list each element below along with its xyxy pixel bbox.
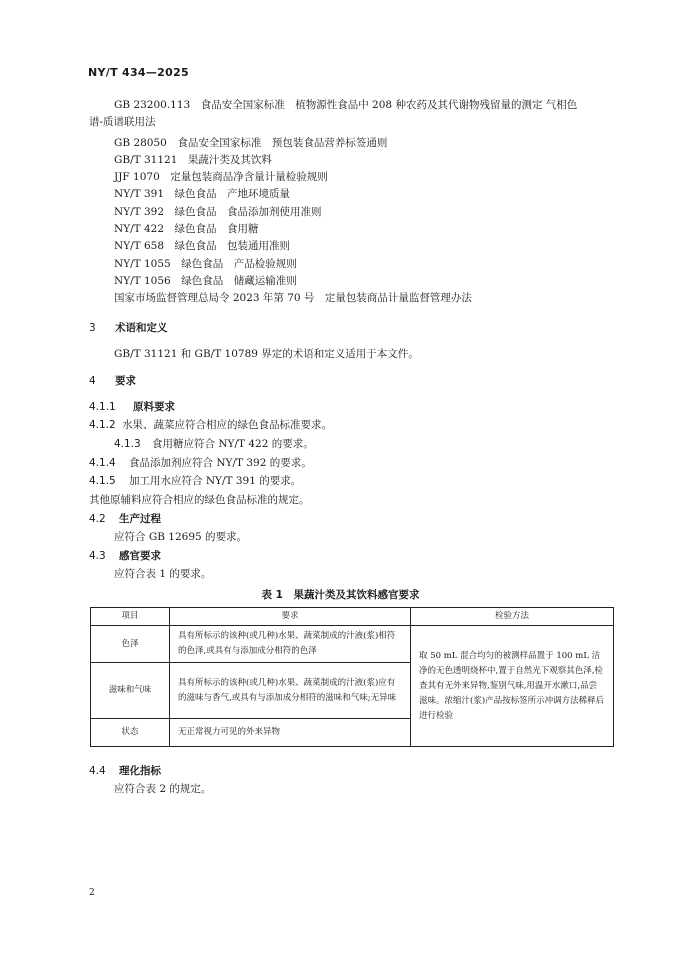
clause-number: 4.1.2: [89, 419, 116, 431]
reference-item: NY/T 391 绿色食品 产地环境质量: [114, 188, 291, 200]
clause-4-2-text: 应符合 GB 12695 的要求。: [114, 531, 248, 543]
requirement-cell: 具有所标示的该种(或几种)水果、蔬菜制成的汁液(浆)应有的滋味与香气,或具有与添加成分相符的滋味和气味;无异味: [170, 663, 411, 719]
column-header-requirement: 要求: [170, 608, 411, 626]
page-number: 2: [89, 888, 95, 898]
reference-item: NY/T 392 绿色食品 食品添加剂使用准则: [114, 206, 322, 218]
clause-title: 生产过程: [119, 513, 161, 525]
item-cell: 色泽: [91, 626, 170, 663]
clause-title: 感官要求: [119, 550, 161, 562]
clause-number: 4.1.5: [89, 475, 116, 487]
reference-item: GB/T 31121 果蔬汁类及其饮料: [114, 154, 272, 166]
clause-4-2-heading: [89, 511, 161, 526]
reference-item: NY/T 1055 绿色食品 产品检验规则: [114, 258, 297, 270]
clause-number: 4.1.4: [89, 457, 116, 469]
section-number: 3: [89, 322, 96, 334]
clause-number: 4.1.3: [114, 438, 141, 450]
table-row: [91, 626, 614, 663]
clause-title: 原料要求: [133, 401, 175, 413]
clause-4-3-text: 应符合表 1 的要求。: [114, 568, 212, 580]
clause-number: 4.4: [89, 765, 106, 777]
method-cell: 取 50 mL 混合均匀的被测样品置于 100 mL 洁净的无色透明烧杯中,置于自然光下观察其色泽,检查其有无外来异物,鉴别气味,用温开水漱口,品尝滋味。浓缩汁(浆)产品按标签所示冲调方法稀释后进行检验: [411, 626, 614, 747]
reference-item: NY/T 658 绿色食品 包装通用准则: [114, 240, 291, 252]
section-3-heading: [89, 320, 168, 335]
clause-4-1-4: [89, 455, 312, 470]
table-1: [90, 607, 614, 747]
clause-number: 4.3: [89, 550, 106, 562]
clause-4-1-2: [89, 417, 332, 432]
clause-4-1-3: [114, 436, 314, 451]
section-number: 4: [89, 375, 96, 387]
clause-number: 4.1.1: [89, 401, 116, 413]
clause-text: 食品添加剂应符合 NY/T 392 的要求。: [129, 457, 312, 469]
section-3-text: GB/T 31121 和 GB/T 10789 界定的术语和定义适用于本文件。: [114, 348, 419, 360]
reference-item: GB 28050 食品安全国家标准 预包装食品营养标签通则: [114, 137, 388, 149]
table-header-row: [91, 608, 614, 626]
item-cell: 状态: [91, 719, 170, 747]
reference-item: NY/T 422 绿色食品 食用糖: [114, 223, 259, 235]
clause-4-3-heading: [89, 548, 161, 563]
standard-number-header: NY/T 434—2025: [88, 66, 189, 79]
reference-item: 国家市场监督管理总局令 2023 年第 70 号 定量包装商品计量监督管理办法: [114, 292, 472, 304]
column-header-method: 检验方法: [411, 608, 614, 626]
clause-text: 水果、蔬菜应符合相应的绿色食品标准要求。: [122, 419, 332, 431]
table-1-caption: 表 1 果蔬汁类及其饮料感官要求: [261, 589, 420, 601]
clause-title: 理化指标: [119, 765, 161, 777]
clause-4-1-1: [89, 399, 175, 414]
clause-4-4-text: 应符合表 2 的规定。: [114, 783, 212, 795]
item-cell: 滋味和气味: [91, 663, 170, 719]
clause-4-1-5: [89, 473, 301, 488]
requirement-cell: 无正常视力可见的外来异物: [170, 719, 411, 747]
column-header-item: 项目: [91, 608, 170, 626]
reference-item: JJF 1070 定量包装商品净含量计量检验规则: [114, 171, 328, 183]
requirement-cell: 具有所标示的该种(或几种)水果、蔬菜制成的汁液(浆)相符的色泽,或具有与添加成分相符的色泽: [170, 626, 411, 663]
reference-item: GB 23200.113 食品安全国家标准 植物源性食品中 208 种农药及其代谢物残留量的测定 气相色谱-质谱联用法: [89, 99, 578, 128]
clause-text: 食用糖应符合 NY/T 422 的要求。: [152, 438, 314, 450]
clause-4-4-heading: [89, 763, 161, 778]
other-materials-text: 其他原辅料应符合相应的绿色食品标准的规定。: [89, 494, 310, 506]
clause-number: 4.2: [89, 513, 106, 525]
section-title: 要求: [115, 375, 136, 387]
clause-text: 加工用水应符合 NY/T 391 的要求。: [129, 475, 302, 487]
reference-item: NY/T 1056 绿色食品 储藏运输准则: [114, 275, 297, 287]
section-4-heading: [89, 373, 136, 388]
section-title: 术语和定义: [115, 322, 168, 334]
